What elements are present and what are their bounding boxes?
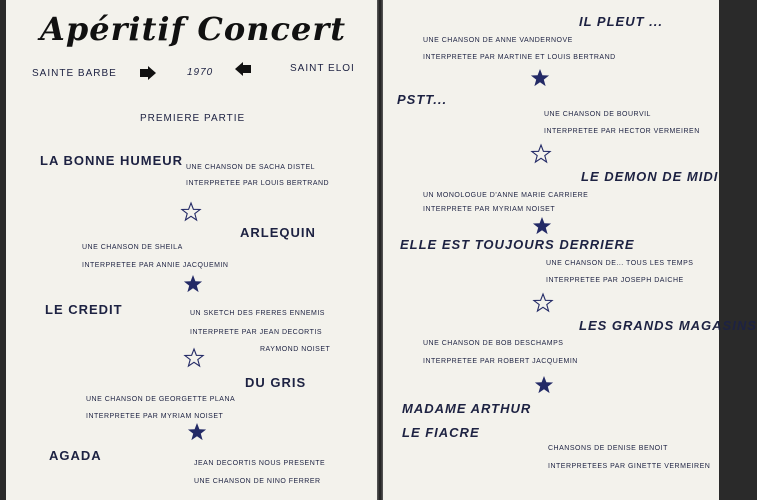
arrow-right-icon — [140, 66, 156, 80]
outline-star-icon — [181, 202, 201, 222]
program-item-title: PSTT... — [397, 92, 448, 107]
sainte-barbe-label: SAINTE BARBE — [32, 68, 117, 79]
filled-star-icon — [187, 422, 207, 442]
program-item-credit: UN SKETCH DES FRERES ENNEMIS — [190, 310, 325, 317]
outline-star-icon — [531, 144, 551, 164]
program-item-credit: UNE CHANSON DE SHEILA — [82, 244, 183, 251]
program-item-performer: INTERPRETEE PAR LOUIS BERTRAND — [186, 180, 330, 187]
program-item-credit: CHANSONS DE DENISE BENOIT — [548, 445, 668, 452]
program-item-title: ELLE EST TOUJOURS DERRIERE — [400, 237, 635, 252]
filled-star-icon — [183, 274, 203, 294]
program-item-performer: RAYMOND NOISET — [260, 346, 331, 353]
program-item-title: ARLEQUIN — [240, 225, 316, 240]
program-item-title: LE CREDIT — [45, 302, 123, 317]
program-item-credit: UNE CHANSON DE BOURVIL — [544, 111, 651, 118]
filled-star-icon — [534, 375, 554, 395]
outline-star-icon — [533, 293, 553, 313]
concert-heading: Apéritif Concert — [40, 10, 346, 48]
program-item-credit: UNE CHANSON DE ANNE VANDERNOVE — [423, 37, 573, 44]
program-item-performer: INTERPRETEE PAR HECTOR VERMEIREN — [544, 128, 700, 135]
right-page — [383, 0, 757, 500]
filled-star-icon — [530, 68, 550, 88]
program-item-title: AGADA — [49, 448, 102, 463]
filled-star-icon — [532, 216, 552, 236]
section-title: PREMIERE PARTIE — [140, 113, 246, 124]
saint-eloi-label: SAINT ELOI — [290, 63, 355, 74]
program-item-title: LE FIACRE — [402, 425, 480, 440]
program-item-credit: UNE CHANSON DE GEORGETTE PLANA — [86, 396, 236, 403]
program-item-performer: INTERPRETE PAR MYRIAM NOISET — [423, 206, 556, 213]
left-page — [6, 0, 377, 500]
program-item-credit: UNE CHANSON DE SACHA DISTEL — [186, 164, 316, 171]
program-item-title: LES GRANDS MAGASINS — [579, 318, 757, 333]
program-item-title: IL PLEUT ... — [579, 14, 663, 29]
outline-star-icon — [184, 348, 204, 368]
program-item-credit: UNE CHANSON DE BOB DESCHAMPS — [423, 340, 564, 347]
program-item-credit: JEAN DECORTIS NOUS PRESENTE — [194, 460, 326, 467]
program-item-performer: INTERPRETEE PAR ANNIE JACQUEMIN — [82, 262, 229, 269]
arrow-left-icon — [235, 62, 251, 76]
program-item-title: LA BONNE HUMEUR — [40, 153, 184, 168]
year-label: 1970 — [187, 67, 214, 78]
program-item-title: MADAME ARTHUR — [402, 401, 532, 416]
program-item-performer: INTERPRETEE PAR ROBERT JACQUEMIN — [423, 358, 578, 365]
program-item-credit: UN MONOLOGUE D'ANNE MARIE CARRIERE — [423, 192, 589, 199]
program-item-performer: INTERPRETE PAR JEAN DECORTIS — [190, 329, 322, 336]
program-item-credit: UNE CHANSON DE... TOUS LES TEMPS — [546, 260, 694, 267]
program-item-performer: UNE CHANSON DE NINO FERRER — [194, 478, 321, 485]
program-item-title: DU GRIS — [245, 375, 307, 390]
program-item-performer: INTERPRETEES PAR GINETTE VERMEIREN — [548, 463, 711, 470]
program-item-performer: INTERPRETEE PAR MYRIAM NOISET — [86, 413, 224, 420]
program-item-performer: INTERPRETEE PAR JOSEPH DAICHE — [546, 277, 684, 284]
program-item-title: LE DEMON DE MIDI — [581, 169, 719, 184]
program-item-performer: INTERPRETEE PAR MARTINE ET LOUIS BERTRAND — [423, 54, 616, 61]
